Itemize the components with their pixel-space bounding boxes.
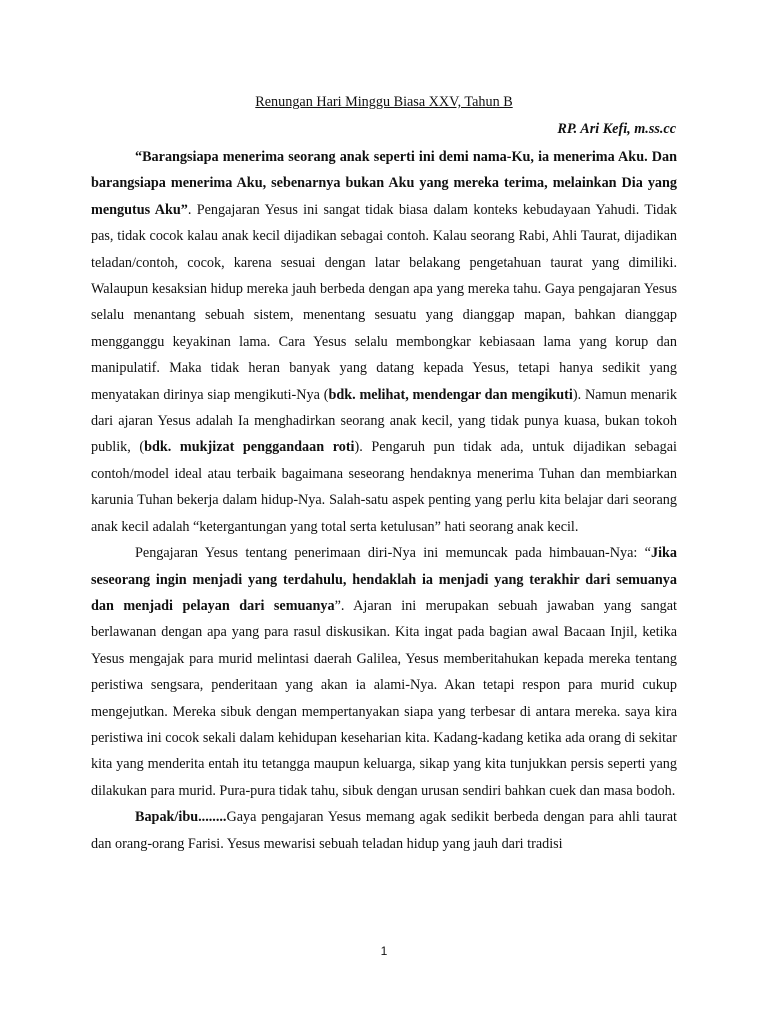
bold-text-run: bdk. mukjizat penggandaan roti [144,439,355,456]
page-number: 1 [380,944,388,958]
body-paragraph [91,144,677,540]
text-run: Pengajaran Yesus tentang penerimaan diri-Nya ini memuncak pada himbauan-Nya: “ [135,545,651,562]
bold-text-run: “Barangsiapa menerima seorang anak seperti ini demi nama-Ku, ia menerima Aku. Dan barangsiapa menerima Aku, sebenarnya bukan Aku yang mereka terima, melainkan Dia yang mengutus Aku” [91,149,677,218]
body-paragraph [91,540,677,804]
document-body [91,144,677,857]
bold-text-run: bdk. melihat, mendengar dan mengikuti [328,386,573,403]
text-run: . Pengajaran Yesus ini sangat tidak biasa dalam konteks kebudayaan Yahudi. Tidak pas, tidak cocok kalau anak kecil dijadikan sebagai contoh. Kalau seorang Rabi, Ahli Taurat, dijadikan teladan/contoh, cocok, karena sesuai dengan latar belakang pengetahuan taurat yang dimiliki. Walaupun kesaksian hidup mereka jauh berbeda dengan apa yang mereka tahu. Gaya pengajaran Yesus selalu menantang sebuah sistem, menentang sesuatu yang dianggap mapan, bahkan dianggap mengganggu keyakinan lama. Cara Yesus selalu membongkar kebiasaan lama yang korup dan manipulatif. Maka tidak heran banyak yang datang kepada Yesus, tetapi hanya sedikit yang menyatakan dirinya siap mengikuti-Nya ( [91,201,677,403]
document-title: Renungan Hari Minggu Biasa XXV, Tahun B [255,94,513,110]
text-run: ). Pengaruh pun tidak ada, untuk dijadikan sebagai contoh/model ideal atau terbaik bagaimana seseorang hendaknya menerima Tuhan dan membiarkan karunia Tuhan bekerja dalam hidup-Nya. Salah-satu aspek penting yang perlu kita belajar dari seorang anak kecil adalah “ketergantungan yang total serta ketulusan” hati seorang anak kecil. [91,439,677,535]
text-run: ”. Ajaran ini merupakan sebuah jawaban yang sangat berlawanan dengan apa yang para rasul diskusikan. Kita ingat pada bagian awal Bacaan Injil, ketika Yesus mengajak para murid melintasi daerah Galilea, Yesus memberitahukan kepada mereka tentang peristiwa sengsara, penderitaan yang akan ia alami-Nya. Akan tetapi respon para murid cukup mengejutkan. Mereka sibuk dengan mempertanyakan siapa yang terbesar di antara mereka. saya kira peristiwa ini cocok sekali dalam kehidupan keseharian kita. Kadang-kadang ketika ada orang di sekitar kita yang menderita entah itu tetangga maupun keluarga, sikap yang kita tunjukkan persis seperti yang dilakukan para murid. Pura-pura tidak tahu, sibuk dengan urusan sendiri bahkan cuek dan masa bodoh. [91,597,677,799]
author-line: RP. Ari Kefi, m.ss.cc [557,121,676,137]
text-run: Gaya pengajaran Yesus memang agak sedikit berbeda dengan para ahli taurat dan orang-orang Farisi. Yesus mewarisi sebuah teladan hidup yang jauh dari tradisi [91,809,677,852]
text-run: ). Namun menarik dari ajaran Yesus adalah Ia menghadirkan seorang anak kecil, yang tidak punya kuasa, bukan tokoh publik, ( [91,386,678,456]
body-paragraph [91,804,677,857]
bold-text-run: Bapak/ibu........ [135,809,227,826]
bold-text-run: Jika seseorang ingin menjadi yang terdahulu, hendaklah ia menjadi yang terakhir dari semuanya dan menjadi pelayan dari semuanya [91,545,677,614]
